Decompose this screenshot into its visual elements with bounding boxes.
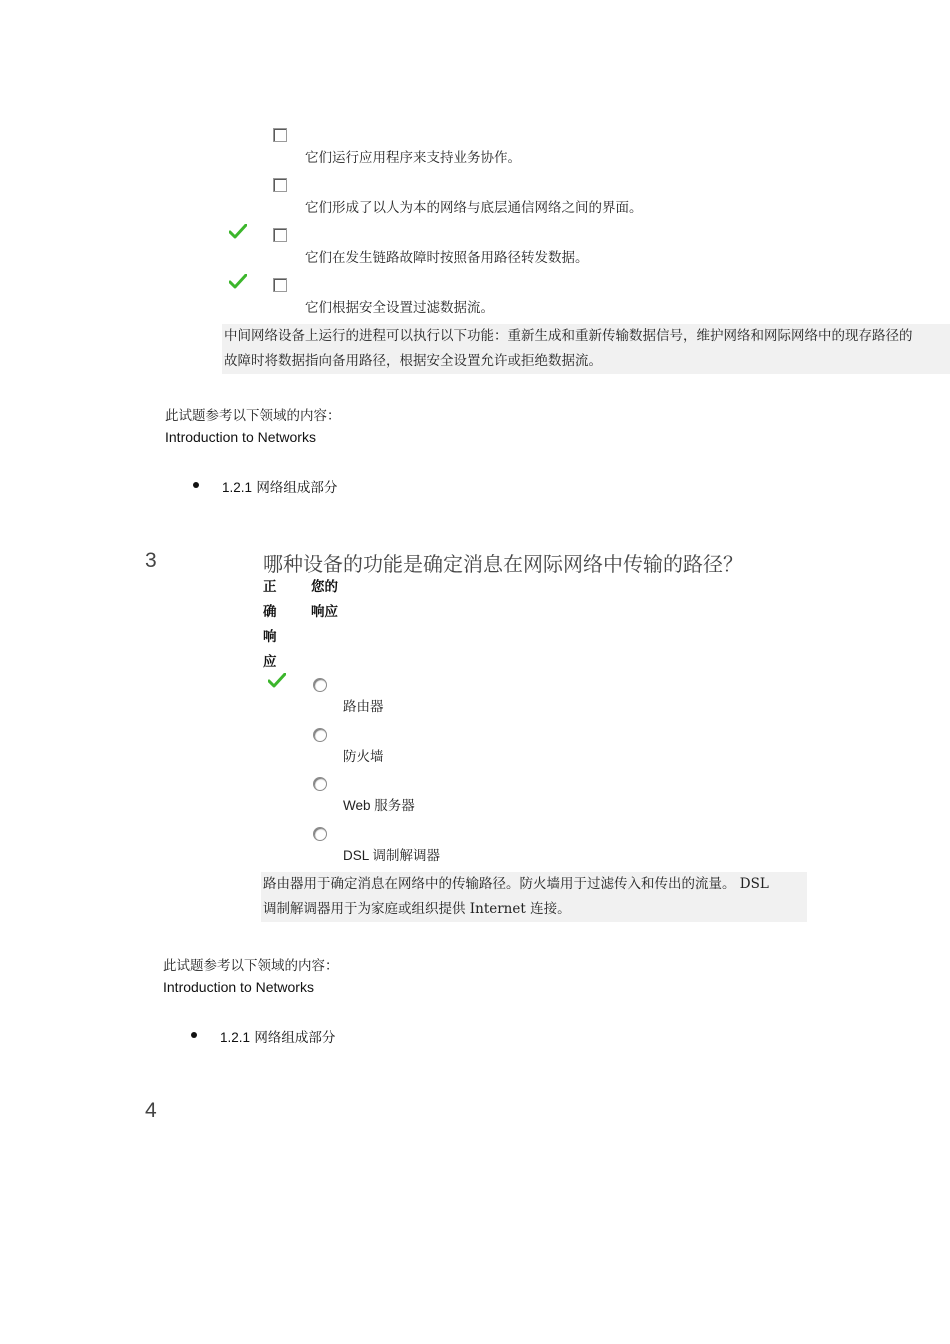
header-char: 响 — [263, 629, 277, 644]
option-text: 它们在发生链路故障时按照备用路径转发数据。 — [305, 250, 589, 266]
option-text: 路由器 — [343, 699, 384, 715]
column-header-correct — [263, 574, 277, 674]
check-icon — [268, 673, 286, 689]
radio-icon[interactable] — [313, 728, 327, 742]
reference-course: Introduction to Networks — [165, 429, 316, 445]
option-text: 它们根据安全设置过滤数据流。 — [305, 300, 494, 316]
reference-item[interactable] — [222, 476, 337, 496]
header-line: 响应 — [311, 604, 338, 619]
reference-item-text: 网络组成部分 — [254, 1030, 336, 1046]
explanation-line: 中间网络设备上运行的进程可以执行以下功能：重新生成和重新传输数据信号，维护网络和网际网络中的现存路径的 — [224, 328, 913, 344]
column-header-yours — [311, 574, 338, 624]
question-number: 4 — [145, 1099, 157, 1122]
explanation-box — [261, 872, 807, 922]
reference-course: Introduction to Networks — [163, 979, 314, 995]
check-icon — [229, 224, 247, 240]
option-text: 它们运行应用程序来支持业务协作。 — [305, 150, 521, 166]
reference-item-number: 1.2.1 — [222, 480, 253, 495]
bullet-icon — [193, 482, 199, 488]
checkbox-icon[interactable] — [273, 278, 287, 292]
question-title: 哪种设备的功能是确定消息在网际网络中传输的路径？ — [263, 552, 743, 576]
checkbox-icon[interactable] — [273, 178, 287, 192]
reference-label: 此试题参考以下领域的内容： — [163, 958, 339, 974]
explanation-box — [222, 324, 950, 374]
explanation-line: 故障时将数据指向备用路径，根据安全设置允许或拒绝数据流。 — [224, 353, 602, 369]
option-text: DSL 调制解调器 — [343, 848, 441, 863]
option-text: 它们形成了以人为本的网络与底层通信网络之间的界面。 — [305, 200, 643, 216]
checkbox-icon[interactable] — [273, 228, 287, 242]
reference-label: 此试题参考以下领域的内容： — [165, 408, 341, 424]
bullet-icon — [191, 1032, 197, 1038]
explanation-line: 路由器用于确定消息在网络中的传输路径。防火墙用于过滤传入和传出的流量。 DSL — [263, 876, 769, 892]
explanation-line: 调制解调器用于为家庭或组织提供 Internet 连接。 — [263, 901, 571, 917]
radio-icon[interactable] — [313, 777, 327, 791]
checkbox-icon[interactable] — [273, 128, 287, 142]
header-char: 确 — [263, 604, 277, 619]
radio-icon[interactable] — [313, 678, 327, 692]
question-number: 3 — [145, 549, 157, 572]
reference-item-text: 网络组成部分 — [256, 480, 338, 496]
header-line: 您的 — [311, 579, 338, 594]
header-char: 正 — [263, 579, 277, 594]
reference-item-number: 1.2.1 — [220, 1030, 251, 1045]
option-text: 防火墙 — [343, 749, 384, 765]
header-char: 应 — [263, 654, 277, 669]
radio-icon[interactable] — [313, 827, 327, 841]
reference-item[interactable] — [220, 1026, 335, 1046]
check-icon — [229, 274, 247, 290]
option-text: Web 服务器 — [343, 798, 415, 813]
